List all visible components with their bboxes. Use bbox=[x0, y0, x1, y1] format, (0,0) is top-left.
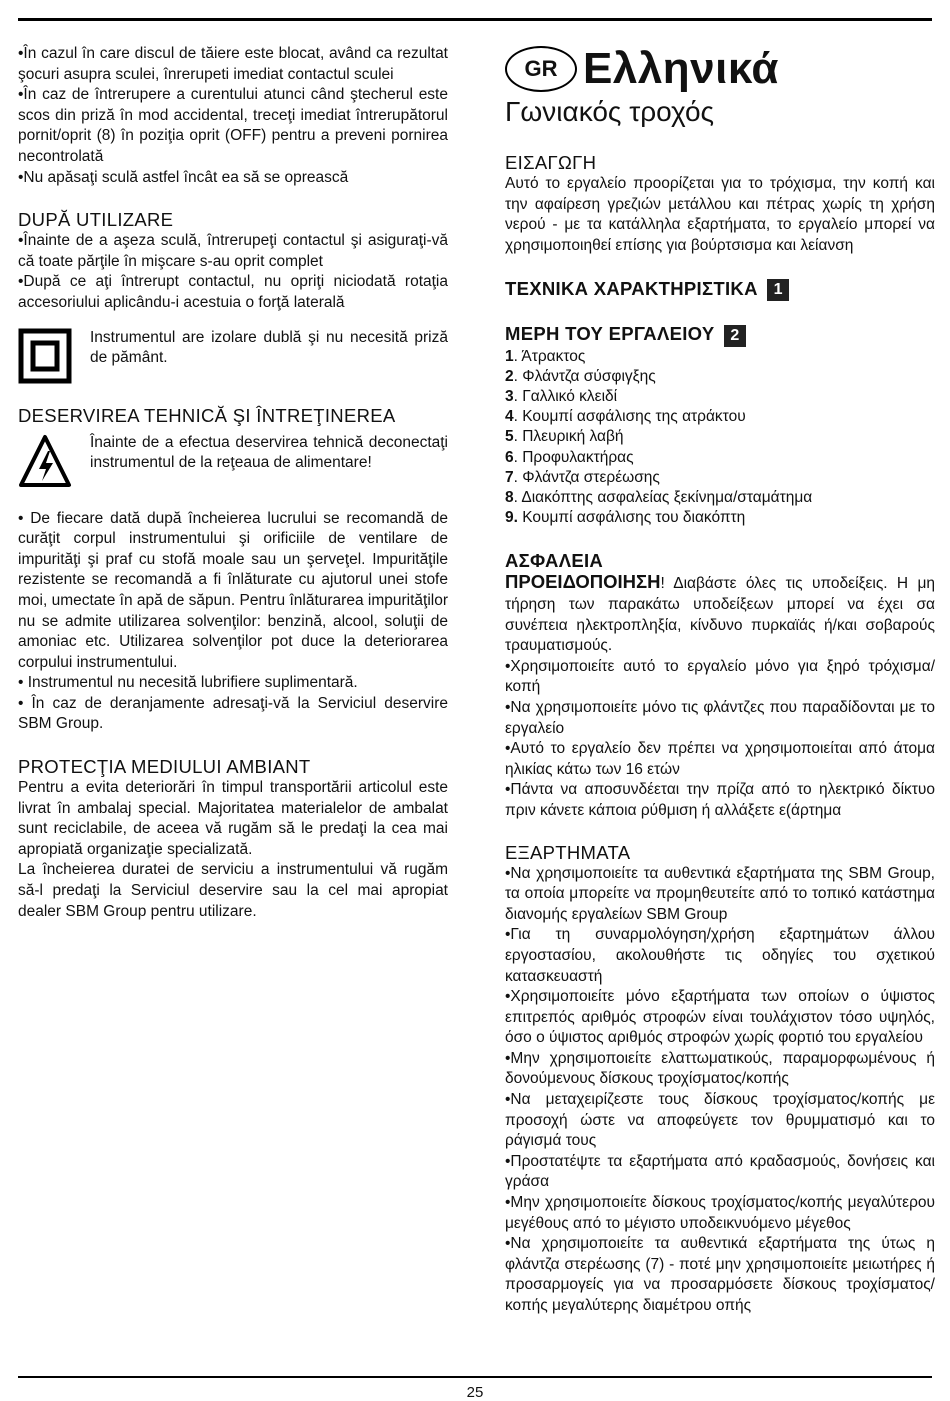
list-item: 8. Διακόπτης ασφαλείας ξεκίνημα/σταμάτημα bbox=[505, 489, 813, 507]
bullet-text: •Înainte de a aşeza sculă, întrerupeţi contactul şi asiguraţi-vă că toate părţile în mişcare s-au oprit complet bbox=[18, 232, 448, 270]
bullet-text: •Να χρησιμοποιείτε τα αυθεντικά εξαρτήματα της SBM Group, τα οποία μπορείτε να προμηθευτείτε από το τοπικό κατάστημα διανομής εργαλείων SBM Group bbox=[505, 864, 935, 923]
language-title: Ελληνικά bbox=[583, 44, 779, 93]
bullet-text: •Αυτό το εργαλείο δεν πρέπει να χρησιμοποιείται από άτομα ηλικίας κάτω των 16 ετών bbox=[505, 740, 935, 778]
bullet-text: •Για τη συναρμολόγηση/χρήση εξαρτημάτων άλλου εργοστασίου, ακολουθήστε τις οδηγίες του σχετικού κατασκευαστή bbox=[505, 926, 935, 985]
section-heading-intro: ΕΙΣΑΓΩΓΗ bbox=[505, 152, 597, 173]
bullet-text: •Μην χρησιμοποιείτε ελαττωματικούς, παραμορφωμένους ή δονούμενους δίσκους τροχίσματος/κοπής bbox=[505, 1049, 935, 1088]
double-insulation-icon bbox=[18, 328, 72, 384]
bullet-text: •Χρησιμοποιείτε αυτό το εργαλείο μόνο για ξηρό τρόχισμα/κοπή bbox=[505, 657, 935, 696]
warning-note bbox=[18, 433, 448, 489]
section-heading-specs: ΤΕΧΝΙΚΑ ΧΑΡΑΚΤΗΡΙΣΤΙΚΑ 1 bbox=[505, 278, 935, 301]
section-heading-maintenance: DESERVIREA TEHNICĂ ŞI ÎNTREŢINEREA bbox=[18, 404, 396, 426]
language-badge: GR bbox=[505, 46, 577, 92]
paragraph: Αυτό το εργαλείο προορίζεται για το τρόχισμα, την κοπή και την αφαίρεση γρεζιών μετάλλου και πέτρας χωρίς τη χρήση νερού - με τα κατάλληλα εξαρτήματα, το εργαλείο μπορεί να χρησιμοποιηθεί επίσης για βούρτσισμα και λείανση bbox=[505, 175, 935, 254]
list-item: 4. Κουμπί ασφάλισης της ατράκτου bbox=[505, 408, 746, 426]
bullet-text: •În cazul în care discul de tăiere este blocat, având ca rezultat şocuri asupra sculei, înrerupeti imediat contactul sculei bbox=[18, 45, 448, 83]
bullet-text: •Να χρησιμοποιείτε μόνο τις φλάντζες που παραδίδονται με το εργαλείο bbox=[505, 698, 935, 737]
section-heading-accessories: ΕΞΑΡΤΗΜΑΤΑ bbox=[505, 841, 631, 863]
paragraph: Pentru a evita deteriorări în timpul transportării articolul este livrat în ambalaj special. Majoritatea materialelor de ambalat sunt reciclabile, de aceea vă rugăm să le predaţi la cea mai apropiată organizaţie specializată. bbox=[18, 779, 448, 858]
section-heading-parts: ΜΕΡΗ ΤΟΥ ΕΡΓΑΛΕΙΟΥ 2 bbox=[505, 323, 935, 346]
language-header bbox=[505, 46, 935, 92]
bullet-text: •După ce aţi întrerupt contactul, nu opriţi niciodată rotaţia accesoriului aplicându-i acestuia o forţă laterală bbox=[18, 273, 448, 311]
bullet-text: •Χρησιμοποιείτε μόνο εξαρτήματα των οποίων ο ύψιστος επιτρεπός αριθμός στροφών είναι τουλάχιστον τόσο υψηλός, όσο ο ύψιστος αριθμός στροφών χωρίς φορτιό του εργαλείου bbox=[505, 988, 935, 1047]
list-item: 2. Φλάντζα σύσφιγξης bbox=[505, 367, 656, 385]
right-column bbox=[505, 44, 935, 1317]
left-column bbox=[18, 44, 448, 922]
bullet-text: •Nu apăsaţi sculă astfel încât ea să se oprească bbox=[18, 168, 349, 186]
bullet-text: •În caz de întrerupere a curentului atunci când ştecherul este scos din priză în mod accidental, treceţi imediat întrerupătorul pornit/oprit (8) în poziţia oprit (OFF) pentru a preveni pornirea necontrolată bbox=[18, 86, 448, 165]
section-heading-after-use: DUPĂ UTILIZARE bbox=[18, 209, 174, 231]
electric-hazard-icon bbox=[18, 433, 72, 489]
list-item: 5. Πλευρική λαβή bbox=[505, 428, 624, 446]
bullet-text: •Να χρησιμοποιείτε τα αυθεντικά εξαρτήματα της ύτως η φλάντζα στερέωσης (7) - ποτέ μην χρησιμοποιείτε μειωτήρες ή προσαρμογείς για να προσαρμόσετε δίσκους τροχίσματος/κοπής μεγαλύτερης διαμέτρου οπής bbox=[505, 1235, 935, 1315]
double-insulation-text: Instrumentul are izolare dublă şi nu necesită priză de pământ. bbox=[90, 328, 448, 367]
warning-paragraph: ΠΡΟΕΙΔΟΠΟΙΗΣΗ! Διαβάστε όλες τις υποδείξεις. Η μη τήρηση των παρακάτω υποδείξεων μπορεί να έχει σα συνέπεια ηλεκτροπληξία, κίνδυνο πυρκαϊάς ή/και σοβαρούς τραυματισμούς. bbox=[505, 571, 935, 655]
list-item: 1. Άτρακτος bbox=[505, 347, 586, 365]
parts-list bbox=[505, 347, 935, 529]
bottom-rule bbox=[18, 1376, 932, 1378]
double-insulation-note bbox=[18, 328, 448, 384]
warning-text: Înainte de a efectua deservirea tehnică deconectaţi instrumentul de la reţeaua de alimentare! bbox=[90, 433, 448, 472]
paragraph: La încheierea duratei de serviciu a instrumentului vă rugăm să-l predaţi la Serviciul deservire sau la cel mai apropiat dealer SBM Group pentru utilizare. bbox=[18, 861, 448, 920]
section-heading-environment: PROTECŢIA MEDIULUI AMBIANT bbox=[18, 756, 311, 778]
list-item: 6. Προφυλακτήρας bbox=[505, 448, 634, 466]
list-item: 9. Κουμπί ασφάλισης του διακόπτη bbox=[505, 509, 746, 527]
bullet-text: • Instrumentul nu necesită lubrifiere suplimentară. bbox=[18, 674, 358, 692]
page-number: 25 bbox=[466, 1384, 484, 1401]
bullet-text: •Προστατέψτε τα εξαρτήματα από κραδασμούς, δονήσεις και γράσα bbox=[505, 1152, 935, 1191]
bullet-text: •Να μεταχειρίζεστε τους δίσκους τροχίσματος/κοπής με προσοχή ώστε να αποφεύγετε τον θρυμματισμό και το ράγισμά τους bbox=[505, 1091, 935, 1150]
top-rule bbox=[18, 18, 932, 21]
document-subtitle: Γωνιακός τροχός bbox=[505, 96, 715, 127]
bullet-text: •Μην χρησιμοποιείτε δίσκους τροχίσματος/κοπής μεγαλύτερου μεγέθους από το μέγιστο υποδεικνυόμενο μέγεθος bbox=[505, 1194, 935, 1232]
list-item: 7. Φλάντζα στερέωσης bbox=[505, 468, 660, 486]
warning-word: ΠΡΟΕΙΔΟΠΟΙΗΣΗ bbox=[505, 571, 661, 593]
figure-ref-badge: 2 bbox=[724, 325, 746, 347]
bullet-text: •Πάντα να αποσυνδέεται την πρίζα από το ηλεκτρικό δίκτυο πριν κάνετε κάποια ρύθμιση ή αλλάξετε ε(άρτημα bbox=[505, 781, 935, 819]
section-heading-safety: ΑΣΦΑΛΕΙΑ bbox=[505, 550, 604, 572]
bullet-text: • În caz de deranjamente adresaţi-vă la Serviciul deservire SBM Group. bbox=[18, 694, 448, 733]
bullet-text: • De fiecare dată după încheierea lucrului se recomandă de curăţit corpul instrumentului şi orificiile de ventilare de impurităţi şi praf cu stofă moale sau un şerveţel. Impurităţile rezistente se recomandă a fi înlăturate cu ajutorul unei stofe moi, umectate în apă de săpun. Pentru înlăturarea impurităţilor nu se admite utilizarea solvenţilor: benzină, alcool, soluţii de amoniac etc. Utilizarea solvenţilor pot duce la deteriorarea corpului instrumentului. bbox=[18, 509, 448, 671]
figure-ref-badge: 1 bbox=[767, 279, 789, 301]
list-item: 3. Γαλλικό κλειδί bbox=[505, 388, 618, 405]
